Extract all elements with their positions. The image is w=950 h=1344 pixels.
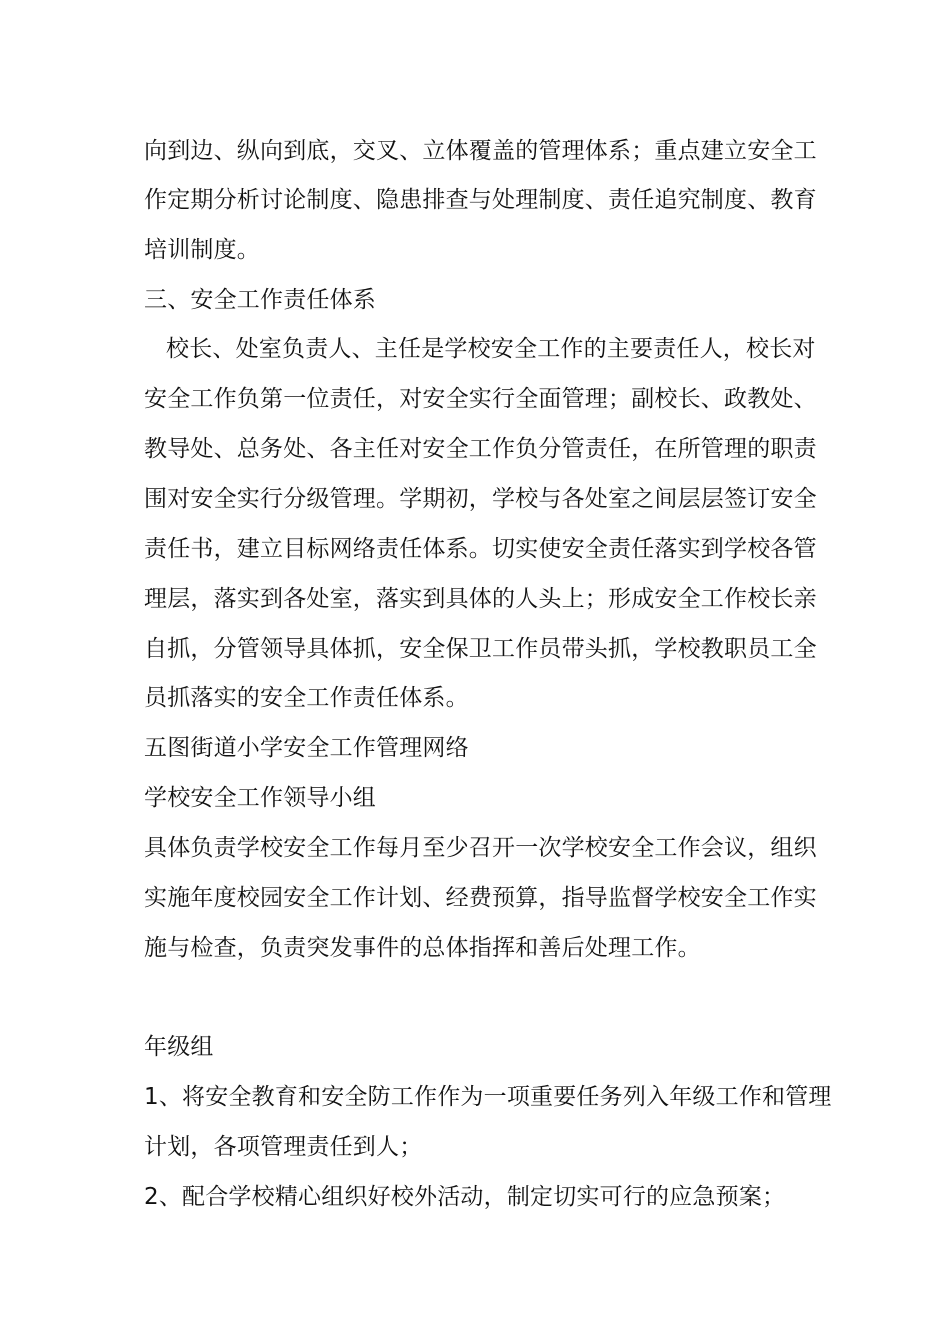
paragraph-line: 围对安全实行分级管理。学期初，学校与各处室之间层层签订安全 <box>144 486 817 512</box>
paragraph-line: 教导处、总务处、各主任对安全工作负分管责任，在所管理的职责 <box>144 436 817 462</box>
paragraph-line: 培训制度。 <box>144 237 260 263</box>
paragraph-line: 安全工作负第一位责任，对安全实行全面管理；副校长、政教处、 <box>144 386 817 412</box>
section-heading: 三、安全工作责任体系 <box>144 287 376 313</box>
section-heading: 学校安全工作领导小组 <box>144 785 376 811</box>
paragraph-line: 实施年度校园安全工作计划、经费预算，指导监督学校安全工作实 <box>144 885 817 911</box>
paragraph-line: 1、将安全教育和安全防工作作为一项重要任务列入年级工作和管理 <box>144 1084 832 1110</box>
paragraph-line: 员抓落实的安全工作责任体系。 <box>144 685 469 711</box>
paragraph-line: 向到边、纵向到底，交叉、立体覆盖的管理体系；重点建立安全工 <box>144 138 817 164</box>
paragraph-line: 自抓，分管领导具体抓，安全保卫工作员带头抓，学校教职员工全 <box>144 636 817 662</box>
paragraph-line: 2、配合学校精心组织好校外活动，制定切实可行的应急预案； <box>144 1184 786 1210</box>
paragraph-line: 责任书，建立目标网络责任体系。切实使安全责任落实到学校各管 <box>144 536 817 562</box>
paragraph-line: 施与检查，负责突发事件的总体指挥和善后处理工作。 <box>144 935 701 961</box>
paragraph-line: 理层，落实到各处室，落实到具体的人头上；形成安全工作校长亲 <box>144 586 817 612</box>
section-heading: 年级组 <box>144 1034 214 1060</box>
paragraph-line: 校长、处室负责人、主任是学校安全工作的主要责任人，校长对 <box>166 336 816 362</box>
paragraph-line: 具体负责学校安全工作每月至少召开一次学校安全工作会议，组织 <box>144 835 817 861</box>
paragraph-line: 作定期分析讨论制度、隐患排查与处理制度、责任追究制度、教育 <box>144 187 817 213</box>
section-heading: 五图街道小学安全工作管理网络 <box>144 735 469 761</box>
paragraph-line: 计划，各项管理责任到人； <box>144 1134 423 1160</box>
